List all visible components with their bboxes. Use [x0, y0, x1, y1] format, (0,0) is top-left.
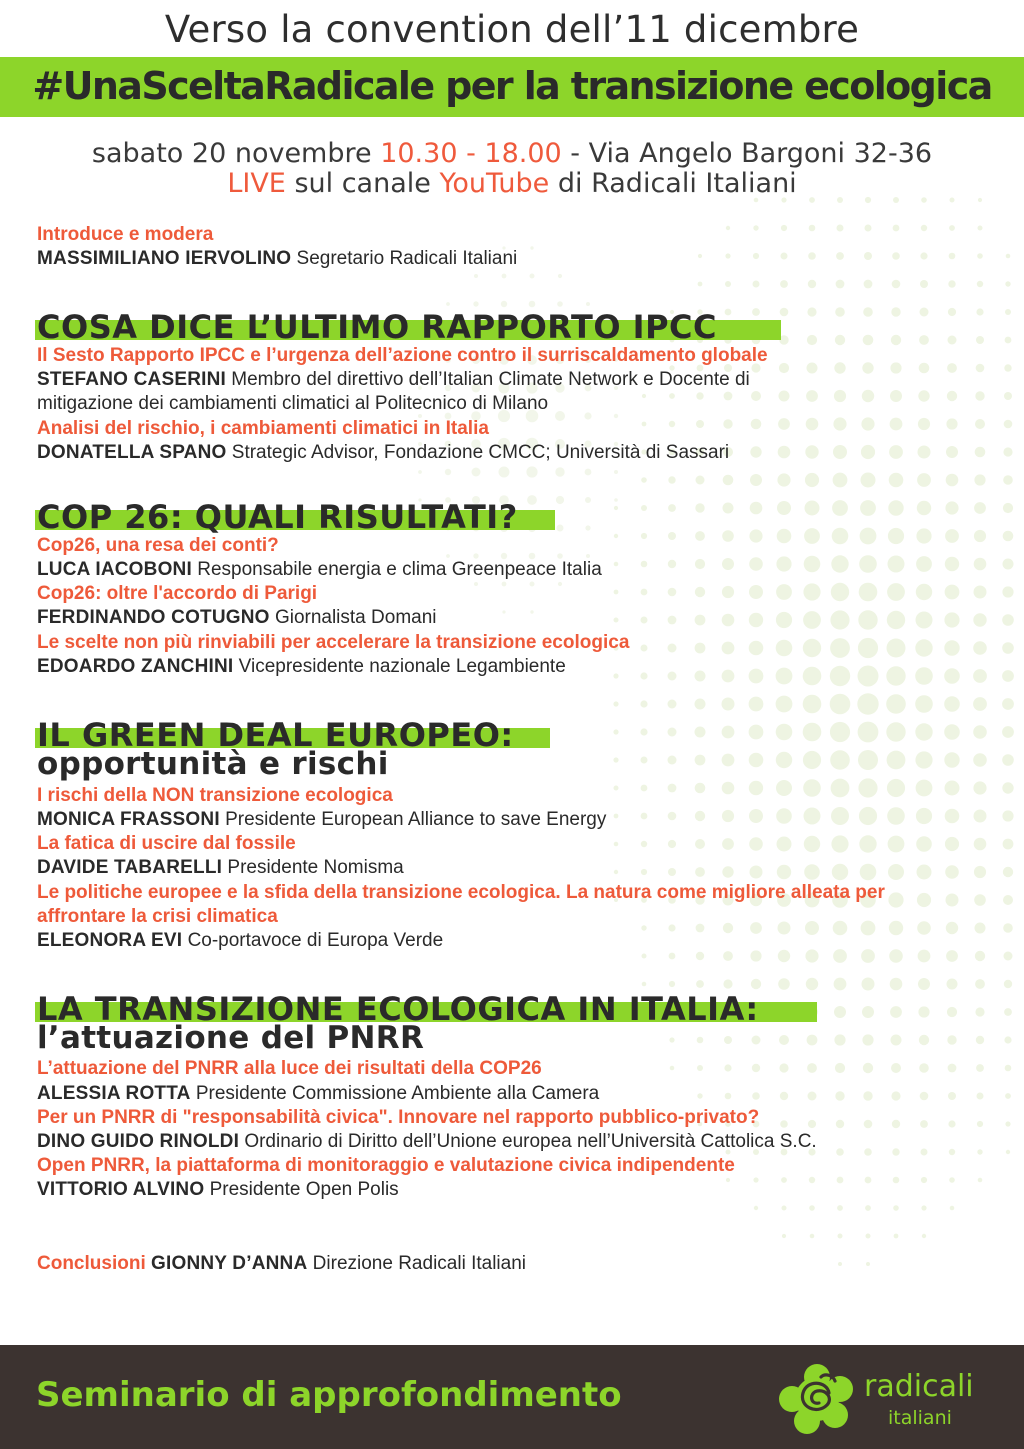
speaker-role: Membro del direttivo dell’Italian Climate Network e Docente di [231, 369, 750, 390]
talk-topic: L’attuazione del PNRR alla luce dei risultati della COP26 [37, 1058, 542, 1079]
conclusion-line [37, 1252, 526, 1276]
live-label: LIVE [227, 168, 286, 199]
event-stream-line [0, 168, 1024, 199]
talk-speaker [37, 856, 404, 880]
talk-topic: Open PNRR, la piattaforma di monitoraggio e valutazione civica indipendente [37, 1155, 735, 1176]
speaker-role: Vicepresidente nazionale Legambiente [238, 656, 566, 677]
talk-topic: Analisi del rischio, i cambiamenti climatici in Italia [37, 418, 489, 439]
section-heading-italia: LA TRANSIZIONE ECOLOGICA IN ITALIA: [37, 990, 759, 1028]
speaker-name: ELEONORA EVI [37, 930, 183, 951]
talk-speaker [37, 1082, 599, 1106]
speaker-role: Direzione Radicali Italiani [312, 1253, 526, 1274]
speaker-name: DAVIDE TABARELLI [37, 857, 223, 878]
rose-logo-icon [777, 1363, 857, 1435]
speaker-role-continued: mitigazione dei cambiamenti climatici al Politecnico di Milano [37, 393, 549, 414]
logo-subwordmark: italiani [888, 1407, 952, 1429]
footer-bar [0, 1345, 1024, 1449]
talk-speaker [37, 655, 566, 679]
talk-topic: Per un PNRR di "responsabilità civica". Innovare nel rapporto pubblico-privato? [37, 1107, 760, 1128]
talk-speaker [37, 558, 602, 582]
logo-wordmark: radicali [864, 1369, 974, 1404]
intro-label: Introduce e modera [37, 224, 214, 245]
speaker-role: Strategic Advisor, Fondazione CMCC; Università di Sassari [231, 442, 730, 463]
talk-speaker [37, 606, 437, 630]
page-title: Verso la convention dell’11 dicembre [164, 8, 860, 51]
event-time: 10.30 - 18.00 [380, 138, 562, 169]
speaker-name: MASSIMILIANO IERVOLINO [37, 248, 292, 269]
speaker-role: Giornalista Domani [274, 607, 437, 628]
talk-topic: I rischi della NON transizione ecologica [37, 785, 393, 806]
talk-speaker [37, 929, 443, 953]
talk-speaker [37, 368, 750, 392]
section-heading-cop26: COP 26: QUALI RISULTATI? [37, 498, 518, 536]
talk-topic: Cop26: oltre l'accordo di Parigi [37, 583, 318, 604]
talk-speaker [37, 1130, 817, 1154]
channel-suffix: di Radicali Italiani [557, 168, 797, 199]
speaker-name: DONATELLA SPANO [37, 442, 227, 463]
talk-topic: La fatica di uscire dal fossile [37, 833, 296, 854]
event-date-line [0, 138, 1024, 169]
speaker-role: Presidente European Alliance to save Energy [225, 809, 607, 830]
speaker-name: LUCA IACOBONI [37, 559, 192, 580]
speaker-name: VITTORIO ALVINO [37, 1179, 205, 1200]
event-date: sabato 20 novembre [91, 138, 372, 169]
intro-speaker [37, 247, 517, 271]
speaker-name: GIONNY D’ANNA [151, 1253, 308, 1274]
speaker-name: MONICA FRASSONI [37, 809, 220, 830]
speaker-role: Co-portavoce di Europa Verde [187, 930, 444, 951]
hashtag-title: #UnaSceltaRadicale per la transizione ecologica [32, 64, 992, 108]
channel-prefix: sul canale [294, 168, 431, 199]
section-subtitle: opportunità e rischi [37, 746, 389, 782]
speaker-role: Segretario Radicali Italiani [296, 248, 518, 269]
event-address: - Via Angelo Bargoni 32-36 [570, 138, 933, 169]
speaker-role: Presidente Open Polis [209, 1179, 399, 1200]
talk-speaker [37, 1178, 399, 1202]
speaker-role: Ordinario di Diritto dell’Unione europea nell’Università Cattolica S.C. [244, 1131, 817, 1152]
speaker-role: Responsabile energia e clima Greenpeace Italia [197, 559, 602, 580]
speaker-name: FERDINANDO COTUGNO [37, 607, 270, 628]
section-subtitle: l’attuazione del PNRR [37, 1020, 425, 1056]
talk-topic: Il Sesto Rapporto IPCC e l’urgenza dell’azione contro il surriscaldamento globale [37, 345, 768, 366]
conclusion-label: Conclusioni [37, 1253, 146, 1274]
speaker-name: EDOARDO ZANCHINI [37, 656, 234, 677]
speaker-role: Presidente Commissione Ambiente alla Camera [195, 1083, 600, 1104]
footer-title: Seminario di approfondimento [36, 1375, 622, 1415]
speaker-role: Presidente Nomisma [227, 857, 404, 878]
speaker-name: DINO GUIDO RINOLDI [37, 1131, 240, 1152]
section-heading-green-deal: IL GREEN DEAL EUROPEO: [37, 716, 514, 754]
talk-topic: Le politiche europee e la sfida della transizione ecologica. La natura come migliore alleata per [37, 882, 885, 903]
talk-speaker [37, 441, 729, 465]
section-heading-ipcc: COSA DICE L’ULTIMO RAPPORTO IPCC [37, 308, 717, 346]
speaker-name: STEFANO CASERINI [37, 369, 226, 390]
talk-topic: Cop26, una resa dei conti? [37, 535, 279, 556]
talk-speaker [37, 808, 606, 832]
talk-topic: Le scelte non più rinviabili per accelerare la transizione ecologica [37, 632, 630, 653]
talk-topic-continued: affrontare la crisi climatica [37, 906, 278, 927]
youtube-label: YouTube [439, 168, 550, 199]
speaker-name: ALESSIA ROTTA [37, 1083, 191, 1104]
